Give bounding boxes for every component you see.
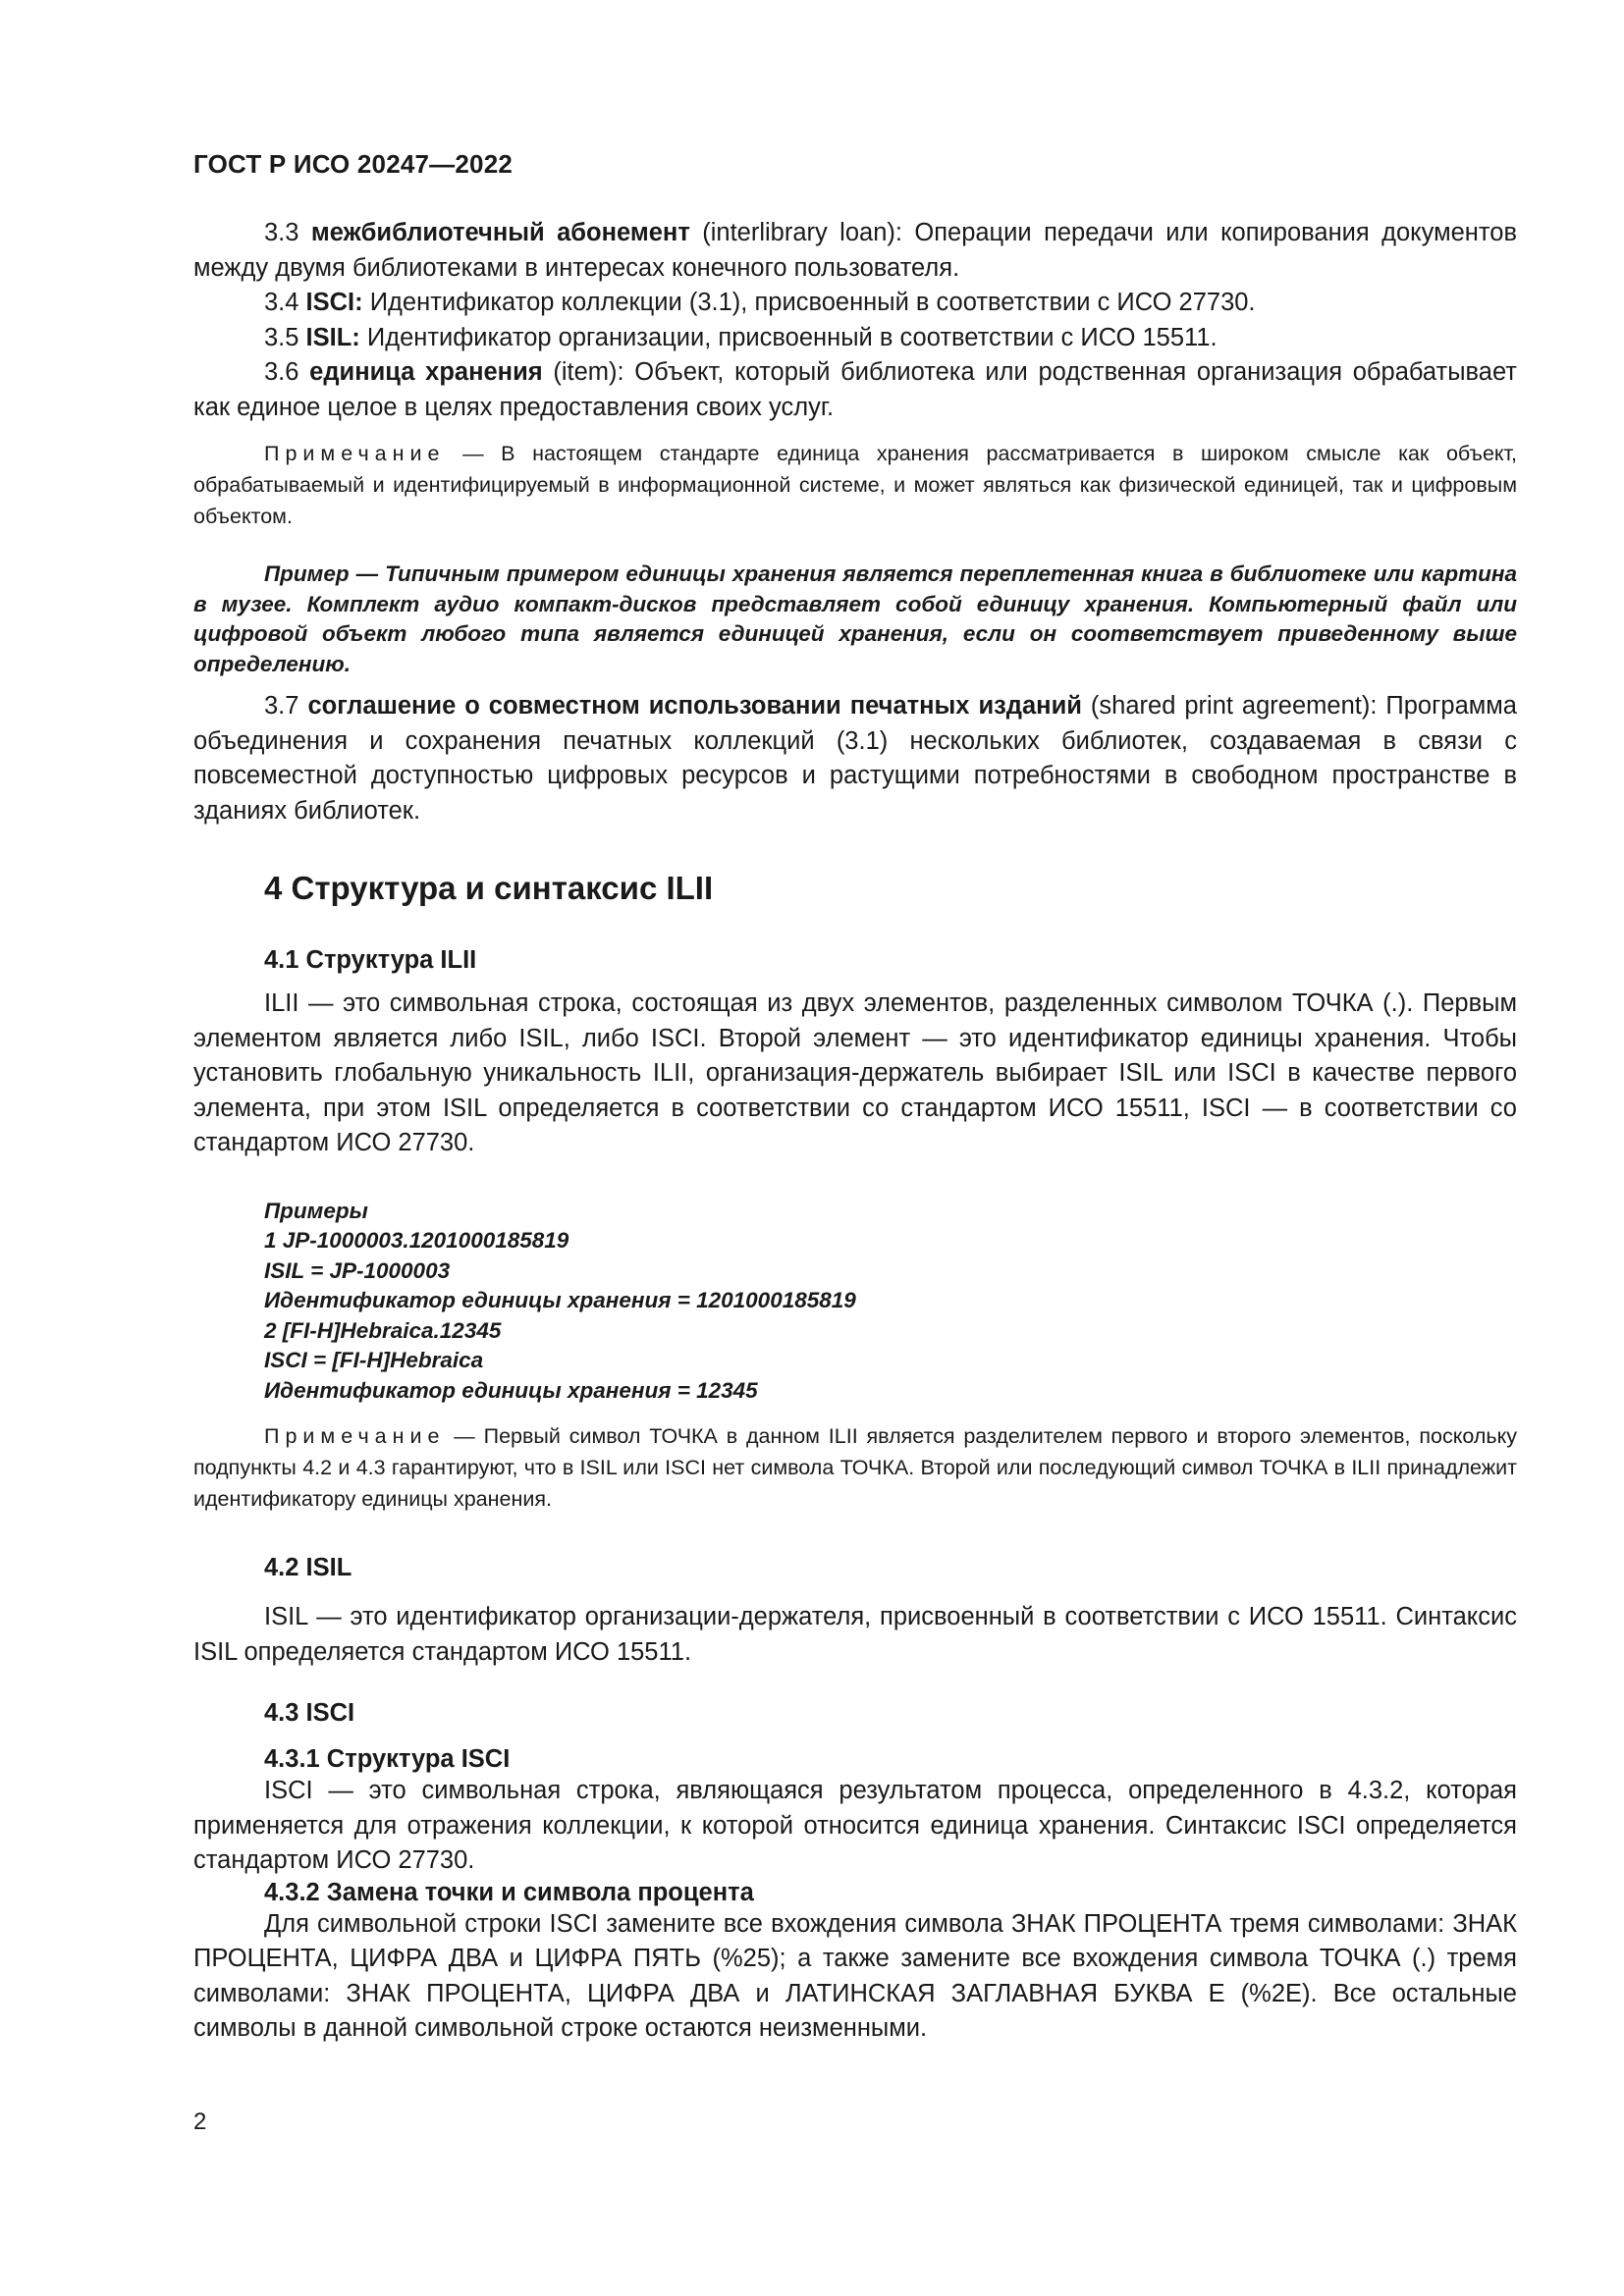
term-3-7: [193, 689, 1517, 828]
section-4-2-title: 4.2 ISIL: [264, 1554, 352, 1581]
section-4-3-1-text: ISCI — это символьная строка, являющаяся результатом процесса, определенного в 4.3.2, которая применяется для отражения коллекции, к которой относится единица хранения. Синтаксис ISCI определяется стандартом ИСО 27730.: [193, 1777, 1517, 1874]
term-name: ISIL:: [305, 323, 360, 351]
page-content: [193, 216, 1517, 2047]
term-definition: (item): Объект, который библиотека или родственная организация обрабатывает как единое целое в целях предоставления своих услуг.: [193, 358, 1517, 421]
example-line: 1 JP-1000003.1201000185819: [264, 1228, 569, 1253]
term-number: 3.6: [264, 358, 299, 386]
term-3-3: [193, 216, 1517, 286]
section-4-3-1-title: 4.3.1 Структура ISCI: [264, 1745, 511, 1773]
page-number: 2: [193, 2109, 207, 2135]
example-line: 2 [FI-H]Hebraica.12345: [264, 1317, 502, 1343]
note-text: — Первый символ ТОЧКА в данном ILII является разделителем первого и второго элементов, поскольку подпункты 4.2 и 4.3 гарантируют, что в ISIL или ISCI нет символа ТОЧКА. Второй или последующий символ ТОЧКА в ILII принадлежит идентификатору единицы хранения.: [193, 1424, 1517, 1511]
term-definition: Идентификатор организации, присвоенный в соответствии с ИСО 15511.: [359, 323, 1218, 351]
section-4-3-title: 4.3 ISCI: [264, 1699, 355, 1727]
term-name: межбиблиотечный абонемент: [310, 219, 690, 246]
examples-list: [193, 1197, 1517, 1407]
section-4-title: 4 Структура и синтаксис ILII: [264, 870, 714, 906]
note-text: — В настоящем стандарте единица хранения рассматривается в широком смысле как объект, обрабатываемый и идентифицируемый в информационной системе, и может являться как физической единицей, так и цифровым объектом.: [193, 442, 1517, 528]
term-3-5: [193, 321, 1517, 356]
term-3-4: [193, 286, 1517, 321]
term-name: единица хранения: [309, 358, 543, 386]
term-name: соглашение о совместном использовании печатных изданий: [307, 692, 1082, 720]
note-1: [193, 438, 1517, 532]
example-line: ISCI = [FI-H]Hebraica: [264, 1348, 484, 1372]
term-number: 3.5: [264, 323, 299, 351]
section-4-3-2-text: Для символьной строки ISCI замените все вхождения символа ЗНАК ПРОЦЕНТА тремя символами: ЗНАК ПРОЦЕНТА, ЦИФРА ДВА и ЦИФРА ПЯТЬ (%25); а также замените все вхождения символа ТОЧКА (.) тремя символами: ЗНАК ПРОЦЕНТА, ЦИФРА ДВА и ЛАТИНСКАЯ ЗАГЛАВНАЯ БУКВА Е (%2Е). Все остальные символы в данной символьной строке остаются неизменными.: [193, 1909, 1517, 2042]
example-1: Пример — Типичным примером единицы хранения является переплетенная книга в библиотеке или картина в музее. Комплект аудио компакт-дисков представляет собой единицу хранения. Компьютерный файл или цифровой объект любого типа является единицей хранения, если он соответствует приведенному выше определению.: [193, 561, 1517, 676]
term-number: 3.4: [264, 289, 299, 316]
example-line: Идентификатор единицы хранения = 1201000185819: [264, 1288, 856, 1312]
note-label: Примечание: [264, 1424, 446, 1448]
section-4-1-text: ILII — это символьная строка, состоящая из двух элементов, разделенных символом ТОЧКА (.). Первым элементом является либо ISIL, либо ISCI. Второй элемент — это идентификатор единицы хранения. Чтобы установить глобальную уникальность ILII, организация-держатель выбирает ISIL или ISCI в качестве первого элемента, при этом ISIL определяется в соответствии со стандартом ИСО 15511, ISCI — в соответствии со стандартом ИСО 27730.: [193, 989, 1517, 1156]
term-3-6: [193, 355, 1517, 425]
section-4-2-text: ISIL — это идентификатор организации-держателя, присвоенный в соответствии с ИСО 15511. Синтаксис ISIL определяется стандартом ИСО 15511.: [193, 1603, 1517, 1666]
term-definition: (shared print agreement): Программа объединения и сохранения печатных коллекций (3.1) нескольких библиотек, создаваемая в связи с повсеместной доступностью цифровых ресурсов и растущими потребностями в свободном пространстве в зданиях библиотек.: [193, 692, 1517, 825]
example-line: Идентификатор единицы хранения = 12345: [264, 1377, 758, 1403]
term-number: 3.3: [264, 219, 299, 246]
running-header: ГОСТ Р ИСО 20247—2022: [193, 149, 514, 179]
examples-heading: Примеры: [264, 1198, 368, 1223]
section-4-1-title: 4.1 Структура ILII: [264, 946, 477, 974]
section-4-3-2-title: 4.3.2 Замена точки и символа процента: [264, 1878, 754, 1906]
note-label: Примечание: [264, 442, 446, 465]
term-definition: Идентификатор коллекции (3.1), присвоенный в соответствии с ИСО 27730.: [362, 289, 1256, 316]
example-line: ISIL = JP-1000003: [264, 1257, 451, 1283]
note-2: [193, 1420, 1517, 1515]
term-definition: (interlibrary loan): Операции передачи или копирования документов между двумя библиотеками в интересах конечного пользователя.: [193, 219, 1517, 282]
term-name: ISCI:: [305, 289, 363, 316]
term-number: 3.7: [264, 692, 299, 720]
